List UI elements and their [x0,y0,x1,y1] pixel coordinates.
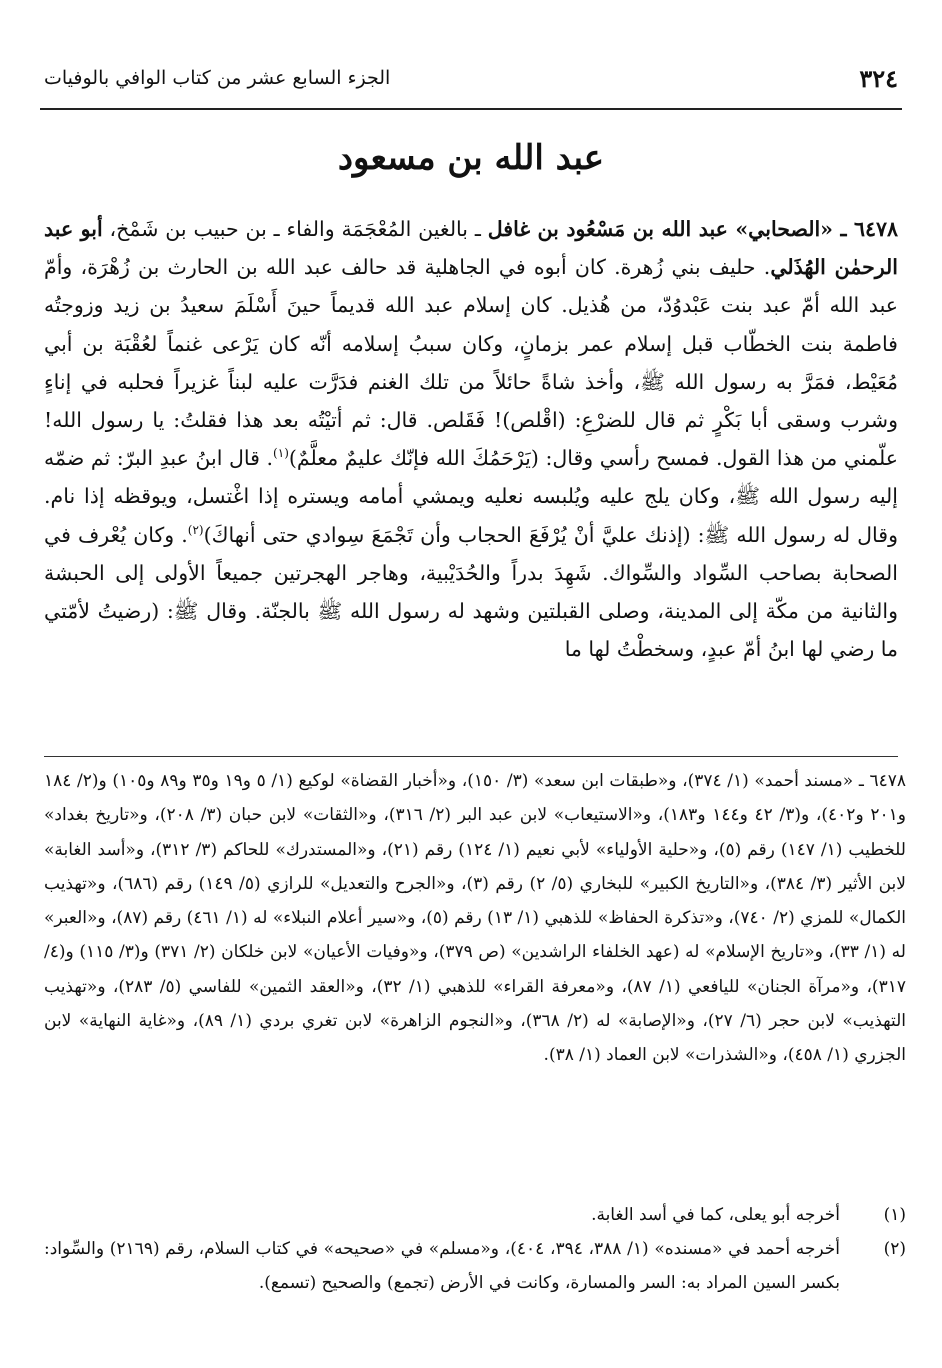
header-rule [40,108,902,110]
footnote-text: أخرجه أحمد في «مسنده» (١/ ٣٨٨، ٣٩٤، ٤٠٤)، و«مسلم» في «صحيحه» في كتاب السلام، رقم (٢١٦٩) والسِّواد: بكسر السين المراد به: السر والمسارة، وكانت في الأرض (تجمع) والصحيح (تسمع). [44,1239,840,1293]
page-number: ٣٢٤ [859,63,898,93]
footnote-mark: (١) [883,1205,906,1225]
entry-text-part4: . وكان يُعْرف في الصحابة بصاحب السِّواد والسِّواك. شَهِدَ بدراً والحُدَيْبية، وهاجر الهجرتين جميعاً الأولى إلى الحبشة والثانية من مكّة إلى المدينة، وصلى القبلتين وشهد له رسول الله ﷺ بالجنّة. وقال ﷺ: (رضيتُ لأمّتي ما رضي لها ابنُ أمّ عبدٍ، وسخطْتُ لها ما [44,522,898,662]
footnote-ref-1[interactable]: (١) [273,446,289,461]
sources-note [44,764,906,1073]
running-title: الجزء السابع عشر من كتاب الوافي بالوفيات [44,67,391,89]
entry-number-and-name: ٦٤٧٨ ـ «الصحابي» عبد الله بن مَسْعُود بن غافل [487,217,898,241]
footnote-item [44,1232,906,1300]
entry-text-part3: . قال ابنُ عبدِ البرّ: ثم ضمّه إليه رسول الله ﷺ، وكان يلج عليه ويُلبسه نعليه ويمشي أمامه ويستره إذا اغْتسل، ويوقظه إذا نام. وقال له رسول الله ﷺ: (إذنك عليَّ أنْ يُرْفَعَ الحجاب وأن تَجْمَعَ سِوادي حتى أنهاكَ) [44,446,898,547]
biography-entry [44,210,898,668]
sources-entry-number: ٦٤٧٨ ـ [858,771,906,791]
entry-kunya: أبو عبد الرحمٰن الهُذَلي [44,217,898,280]
entry-paragraph [44,210,898,668]
footnote-mark: (٢) [883,1239,906,1259]
notes-separator [44,756,898,757]
footnote-ref-2[interactable]: (٢) [187,522,204,537]
entry-text-part1: ـ بالغين المُعْجَمَة والفاء ـ بن حبيب بن شَمْخ، [102,217,488,241]
entry-text-part2: . حليف بني زُهرة. كان أبوه في الجاهلية قد حالف عبد الله بن الحارث بن زُهْرَة، وأمّ عبد الله أمّ عبد بنت عَبْدوُدّ، من هُذيل. كان إسلام عبد الله قديماً حينَ أَسْلَمَ سعيدُ بن زيد وزوجتُه فاطمة بنت الخطّاب قبل إسلام عمر بزمانٍ، وكان سببُ إسلامه أنّه كان يَرْعى غنماً لعُقْبَة بن أبي مُعَيْط، فمَرَّ به رسول الله ﷺ، وأخذ شاةً حائلاً من تلك الغنم فدَرَّت عليه لبناً غزيراً فحلبه في إناءٍ وشرب وسقى أبا بَكْرٍ ثم قال للضرْعِ: (اقْلص)! فَقَلص. قال: ثم أتيْتُه بعد هذا فقلتُ: يا رسول الله! علّمني من هذا القول. فمسح رأسي وقال: (يَرْحَمُكَ الله فإنّك عليمٌ معلَّمٌ) [44,255,898,471]
chapter-title: عبد الله بن مسعود [337,138,605,178]
footnote-item [44,1198,906,1232]
running-header [44,58,898,98]
sources-text: «مسند أحمد» (١/ ٣٧٤)، و«طبقات ابن سعد» (٣/ ١٥٠)، و«أخبار القضاة» لوكيع (١/ ٥ و١٩ و٣٥ و٨٩ و١٠٥) و(٢/ ١٨٤ و٢٠١ و٤٠٢)، و(٣/ ٤٢ و١٤٤ و١٨٣)، و«الاستيعاب» لابن عبد البر (٢/ ٣١٦)، و«الثقات» لابن حبان (٣/ ٢٠٨)، و«تاريخ بغداد» للخطيب (١/ ١٤٧) رقم (٥)، و«حلية الأولياء» لأبي نعيم (١/ ١٢٤) رقم (٢١)، و«المستدرك» للحاكم (٣/ ٣١٢)، و«أسد الغابة» لابن الأثير (٣/ ٣٨٤)، و«التاريخ الكبير» للبخاري (٥/ ٢) رقم (٣)، و«الجرح والتعديل» للرازي (٥/ ١٤٩) رقم (٦٨٦)، و«تهذيب الكمال» للمزي (٢/ ٧٤٠)، و«تذكرة الحفاظ» للذهبي (١/ ١٣) رقم (٥)، و«سير أعلام النبلاء» له (١/ ٤٦١) رقم (٨٧)، و«العبر» له (١/ ٣٣)، و«تاريخ الإسلام» له (عهد الخلفاء الراشدين» (ص ٣٧٩)، و«وفيات الأعيان» لابن خلكان (٢/ ٣٧١) و(٣/ ١١٥) و(٤/ ٣١٧)، و«مرآة الجنان» لليافعي (١/ ٨٧)، و«معرفة القراء» للذهبي (١/ ٣٢)، و«العقد الثمين» للفاسي (٥/ ٢٨٣)، و«تهذيب التهذيب» لابن حجر (٦/ ٢٧)، و«الإصابة» له (٢/ ٣٦٨)، و«النجوم الزاهرة» لابن تغري بردي (١/ ٨٩)، و«غاية النهاية» لابن الجزري (١/ ٤٥٨)، و«الشذرات» لابن العماد (١/ ٣٨). [44,771,906,1066]
footnotes [44,1198,906,1300]
footnote-text: أخرجه أبو يعلى، كما في أسد الغابة. [591,1205,840,1225]
